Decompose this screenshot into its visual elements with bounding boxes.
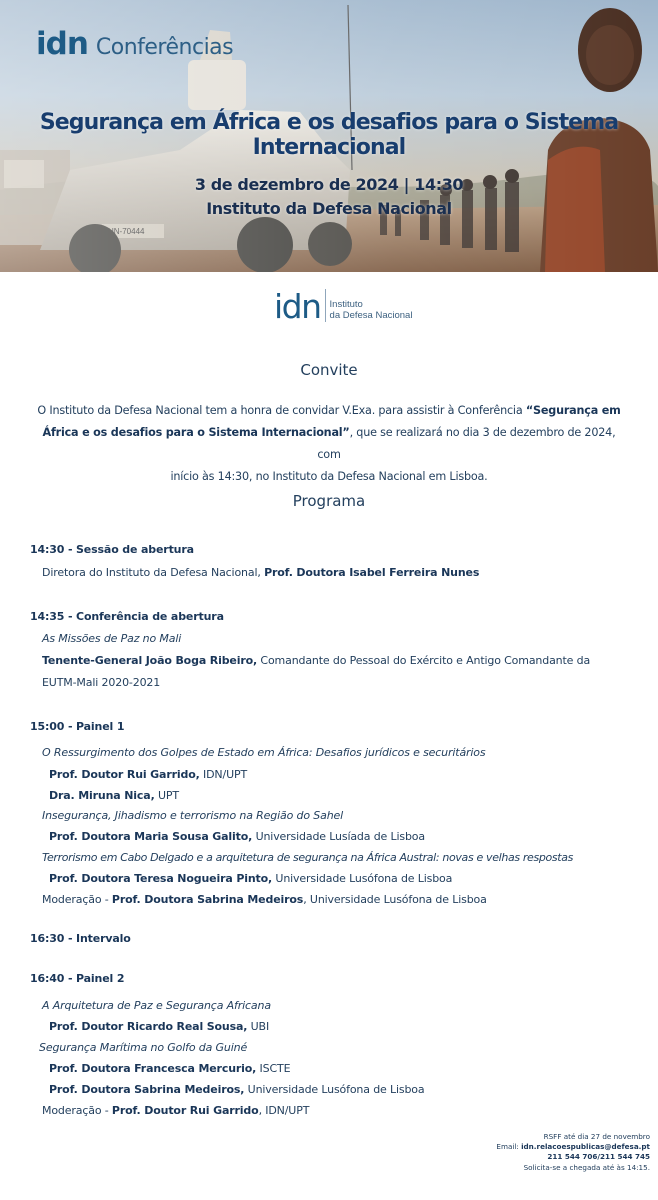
speaker-affiliation-line2: EUTM-Mali 2020-2021 (42, 676, 161, 689)
panel1-heading: 15:00 - Painel 1 (30, 720, 125, 733)
phone-numbers: 211 544 706/211 544 745 (547, 1152, 650, 1162)
speaker-entry (49, 1020, 269, 1033)
speaker-affiliation: Universidade Lusíada de Lisboa (252, 830, 425, 843)
speaker-affiliation: UPT (154, 789, 179, 802)
invitation-line3-text: início às 14:30, no Instituto da Defesa Nacional em Lisboa. (170, 470, 488, 483)
session-opening-speaker (42, 566, 479, 579)
email-link[interactable]: idn.relacoespublicas@defesa.pt (521, 1142, 650, 1152)
talk-topic: Segurança Marítima no Golfo da Guiné (39, 1041, 248, 1054)
moderator-affiliation: , Universidade Lusófona de Lisboa (303, 893, 487, 906)
session-opening-heading: 14:30 - Sessão de abertura (30, 543, 194, 556)
logo-conferencias-text: Conferências (95, 35, 234, 60)
invitation-title-part2: África e os desafios para o Sistema Internacional” (42, 426, 350, 439)
rsvp-email-line (496, 1142, 650, 1152)
rsvp-footer (496, 1132, 650, 1173)
speaker-name: Tenente-General João Boga Ribeiro, (42, 654, 258, 667)
speaker-entry (49, 872, 452, 885)
speaker-name: Prof. Doutora Sabrina Medeiros, (49, 1083, 245, 1096)
talk-topic: Terrorismo em Cabo Delgado e a arquitetura de segurança na África Austral: novas e velhas respostas (42, 851, 573, 864)
speaker-affiliation: UBI (247, 1020, 270, 1033)
idn-logo-caption (330, 299, 413, 321)
logo-idn-text: idn (36, 26, 88, 62)
speaker-name: Prof. Doutora Teresa Nogueira Pinto, (49, 872, 273, 885)
speaker-name: Dra. Miruna Nica, (49, 789, 155, 802)
speaker-entry (49, 1083, 424, 1096)
speaker-affiliation: ISCTE (256, 1062, 291, 1075)
talk-topic: As Missões de Paz no Mali (42, 632, 182, 645)
speaker-entry (49, 1062, 290, 1075)
moderator-entry (42, 893, 487, 906)
speaker-role: Diretora do Instituto da Defesa Nacional, (42, 566, 265, 579)
invitation-text (30, 400, 628, 488)
invitation-title-part1: “Segurança em (525, 404, 621, 417)
speaker-affiliation: Universidade Lusófona de Lisboa (244, 1083, 425, 1096)
invitation-line1-text: O Instituto da Defesa Nacional tem a honra de convidar V.Exa. para assistir à Conferência (37, 404, 526, 417)
speaker-entry (49, 789, 179, 802)
speaker-affiliation: Comandante do Pessoal do Exército e Antigo Comandante da (257, 654, 591, 667)
speaker-affiliation: Universidade Lusófona de Lisboa (272, 872, 453, 885)
speaker-name: Prof. Doutora Isabel Ferreira Nunes (264, 566, 480, 579)
moderator-name: Prof. Doutor Rui Garrido (111, 1104, 259, 1117)
talk-topic: Insegurança, Jihadismo e terrorismo na Região do Sahel (42, 809, 344, 822)
idn-logo-letters: idn (274, 287, 321, 326)
rsvp-deadline: RSFF até dia 27 de novembro (543, 1132, 650, 1141)
event-date: 3 de dezembro de 2024 | 14:30 (194, 175, 464, 194)
speaker-name: Prof. Doutora Maria Sousa Galito, (49, 830, 253, 843)
convite-heading: Convite (300, 361, 358, 379)
speaker-name: Prof. Doutor Rui Garrido, (49, 768, 200, 781)
moderator-affiliation: , IDN/UPT (258, 1104, 310, 1117)
idn-logo-line2: da Defesa Nacional (329, 310, 413, 321)
event-venue: Instituto da Defesa Nacional (206, 199, 452, 218)
panel2-heading: 16:40 - Painel 2 (30, 972, 125, 985)
email-label: Email: (496, 1142, 522, 1152)
conferencias-logo (36, 26, 233, 62)
idn-institution-logo (274, 289, 412, 325)
speaker-entry (42, 654, 590, 667)
logo-divider (325, 289, 326, 322)
hero-banner (0, 0, 658, 272)
arrival-note: Solicita-se a chegada até às 14:15. (523, 1162, 650, 1172)
talk-topic: O Ressurgimento dos Golpes de Estado em África: Desafios jurídicos e securitários (42, 746, 486, 759)
moderator-label: Moderação - (42, 1104, 112, 1117)
speaker-name: Prof. Doutora Francesca Mercurio, (49, 1062, 257, 1075)
speaker-affiliation: IDN/UPT (199, 768, 248, 781)
break-heading: 16:30 - Intervalo (30, 932, 131, 945)
event-title: Segurança em África e os desafios para o Sistema Internacional (39, 110, 619, 160)
idn-logo-line1: Instituto (329, 299, 363, 310)
moderator-label: Moderação - (42, 893, 112, 906)
moderator-name: Prof. Doutora Sabrina Medeiros (111, 893, 304, 906)
speaker-entry (49, 830, 425, 843)
moderator-entry (42, 1104, 309, 1117)
speaker-name: Prof. Doutor Ricardo Real Sousa, (49, 1020, 248, 1033)
speaker-entry (49, 768, 247, 781)
session-opening-conference-heading: 14:35 - Conferência de abertura (30, 610, 224, 623)
programa-heading: Programa (292, 492, 366, 510)
talk-topic: A Arquitetura de Paz e Segurança Africana (42, 999, 271, 1012)
invitation-line2-text: , que se realizará no dia 3 de dezembro de 2024, com (317, 426, 616, 461)
